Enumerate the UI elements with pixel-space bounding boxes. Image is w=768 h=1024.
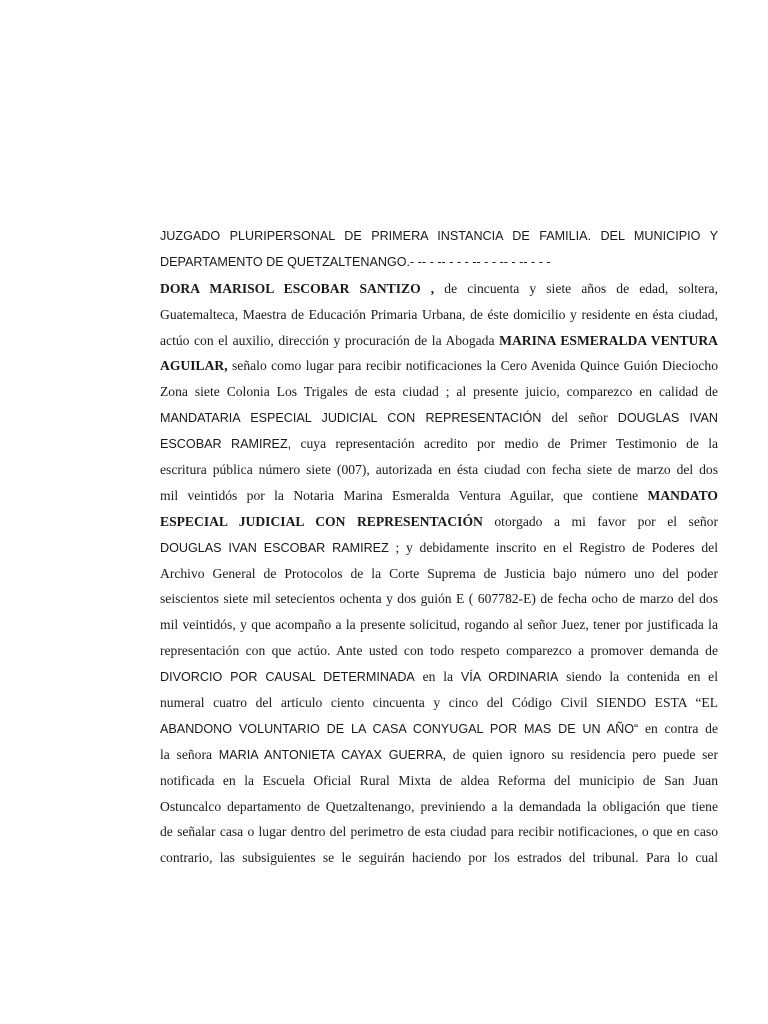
text-segment: cuya representación acredito por medio de Primer Testimonio de la [291, 436, 719, 452]
text-segment: MANDATARIA ESPECIAL JUDICIAL CON REPRESENTACIÓN [160, 411, 542, 426]
document-line [160, 457, 718, 483]
document-line [160, 794, 718, 820]
document-line [160, 586, 718, 612]
document-line [160, 638, 718, 664]
text-segment: seiscientos siete mil setecientos ochenta y dos guión E ( 607782-E) de fecha ocho de marzo del dos [160, 591, 718, 607]
text-segment: DOUGLAS IVAN ESCOBAR RAMIREZ [160, 540, 389, 555]
bold-text: MANDATO [647, 487, 718, 503]
document-line [160, 405, 718, 431]
document-line [160, 664, 718, 690]
bold-text: ESPECIAL JUDICIAL CON REPRESENTACIÓN [160, 513, 483, 529]
text-segment: mil veintidós, y que acompaño a la presente solicitud, rogando al señor Juez, tener por justificada la [160, 617, 718, 633]
document-line [160, 742, 718, 768]
text-segment: DOUGLAS IVAN [617, 411, 718, 426]
text-segment: notificada en la Escuela Oficial Rural Mixta de aldea Reforma del municipio de San Juan [160, 772, 718, 788]
text-segment: Archivo General de Protocolos de la Corte Suprema de Justicia bajo número uno del poder [160, 565, 718, 581]
text-segment: la señora [160, 746, 219, 762]
text-segment: representación con que actúo. Ante usted con todo respeto comparezco a promover demanda de [160, 643, 718, 659]
document-line [160, 845, 718, 871]
text-segment: JUZGADO PLURIPERSONAL DE PRIMERA INSTANCIA DE FAMILIA. DEL MUNICIPIO Y [160, 229, 718, 243]
document-line [160, 328, 718, 354]
document-line [160, 250, 718, 276]
text-segment: de cincuenta y siete años de edad, soltera, [434, 280, 718, 296]
text-segment: Guatemalteca, Maestra de Educación Primaria Urbana, de éste domicilio y residente en ésta ciudad, [160, 306, 718, 322]
text-segment: del señor [541, 410, 618, 426]
text-segment: ABANDONO VOLUNTARIO DE LA CASA CONYUGAL POR MAS DE UN AÑO“ [160, 721, 639, 736]
document-line [160, 535, 718, 561]
text-segment: numeral cuatro del articulo ciento cincuenta y cinco del Código Civil SIENDO ESTA “EL [160, 695, 718, 711]
document-line [160, 819, 718, 845]
text-segment: ; y debidamente inscrito en el Registro de Poderes del [388, 539, 718, 555]
text-segment: otorgado a mi favor por el señor [482, 513, 718, 529]
text-segment: VÍA ORDINARIA [460, 670, 559, 685]
document-line [160, 768, 718, 794]
document-page [160, 224, 718, 871]
document-line [160, 302, 718, 328]
text-segment: siendo la contenida en el [558, 669, 718, 685]
document-line [160, 612, 718, 638]
document-line [160, 716, 718, 742]
document-line [160, 561, 718, 587]
text-segment: MARIA ANTONIETA CAYAX GUERRA [218, 747, 443, 762]
text-segment: señalo como lugar para recibir notificaciones la Cero Avenida Quince Guión Dieciocho [227, 358, 718, 374]
bold-text: DORA MARISOL ESCOBAR SANTIZO , [160, 280, 435, 296]
text-segment: Zona siete Colonia Los Trigales de esta ciudad ; al presente juicio, comparezco en calidad de [160, 384, 718, 400]
text-segment: en la [414, 669, 461, 685]
text-segment: actúo con el auxilio, dirección y procuración de la Abogada [160, 332, 500, 348]
text-segment: de señalar casa o lugar dentro del perimetro de esta ciudad para recibir notificaciones, o que en caso [160, 824, 718, 840]
text-segment: , de quien ignoro su residencia pero puede ser [442, 746, 718, 762]
document-line [160, 224, 718, 250]
document-line [160, 353, 718, 379]
text-segment: en contra de [638, 720, 718, 736]
text-segment: Ostuncalco departamento de Quetzaltenango, previniendo a la demandada la obligación que tiene [160, 798, 718, 814]
document-line [160, 431, 718, 457]
document-line [160, 690, 718, 716]
text-segment: escritura pública número siete (007), autorizada en ésta ciudad con fecha siete de marzo del dos [160, 462, 718, 478]
bold-text: AGUILAR, [160, 358, 228, 374]
document-line [160, 509, 718, 535]
document-line [160, 483, 718, 509]
text-segment: contrario, las subsiguientes se le seguirán haciendo por los estrados del tribunal. Para lo cual [160, 850, 718, 866]
text-segment: DEPARTAMENTO DE QUETZALTENANGO.- -- - -- - - - -- - - -- - -- - - - [160, 254, 551, 269]
text-segment: mil veintidós por la Notaria Marina Esmeralda Ventura Aguilar, que contiene [160, 487, 648, 503]
document-line [160, 276, 718, 302]
bold-text: MARINA ESMERALDA VENTURA [499, 332, 718, 348]
text-segment: DIVORCIO POR CAUSAL DETERMINADA [160, 670, 415, 685]
text-segment: ESCOBAR RAMIREZ, [160, 437, 292, 452]
document-line [160, 379, 718, 405]
